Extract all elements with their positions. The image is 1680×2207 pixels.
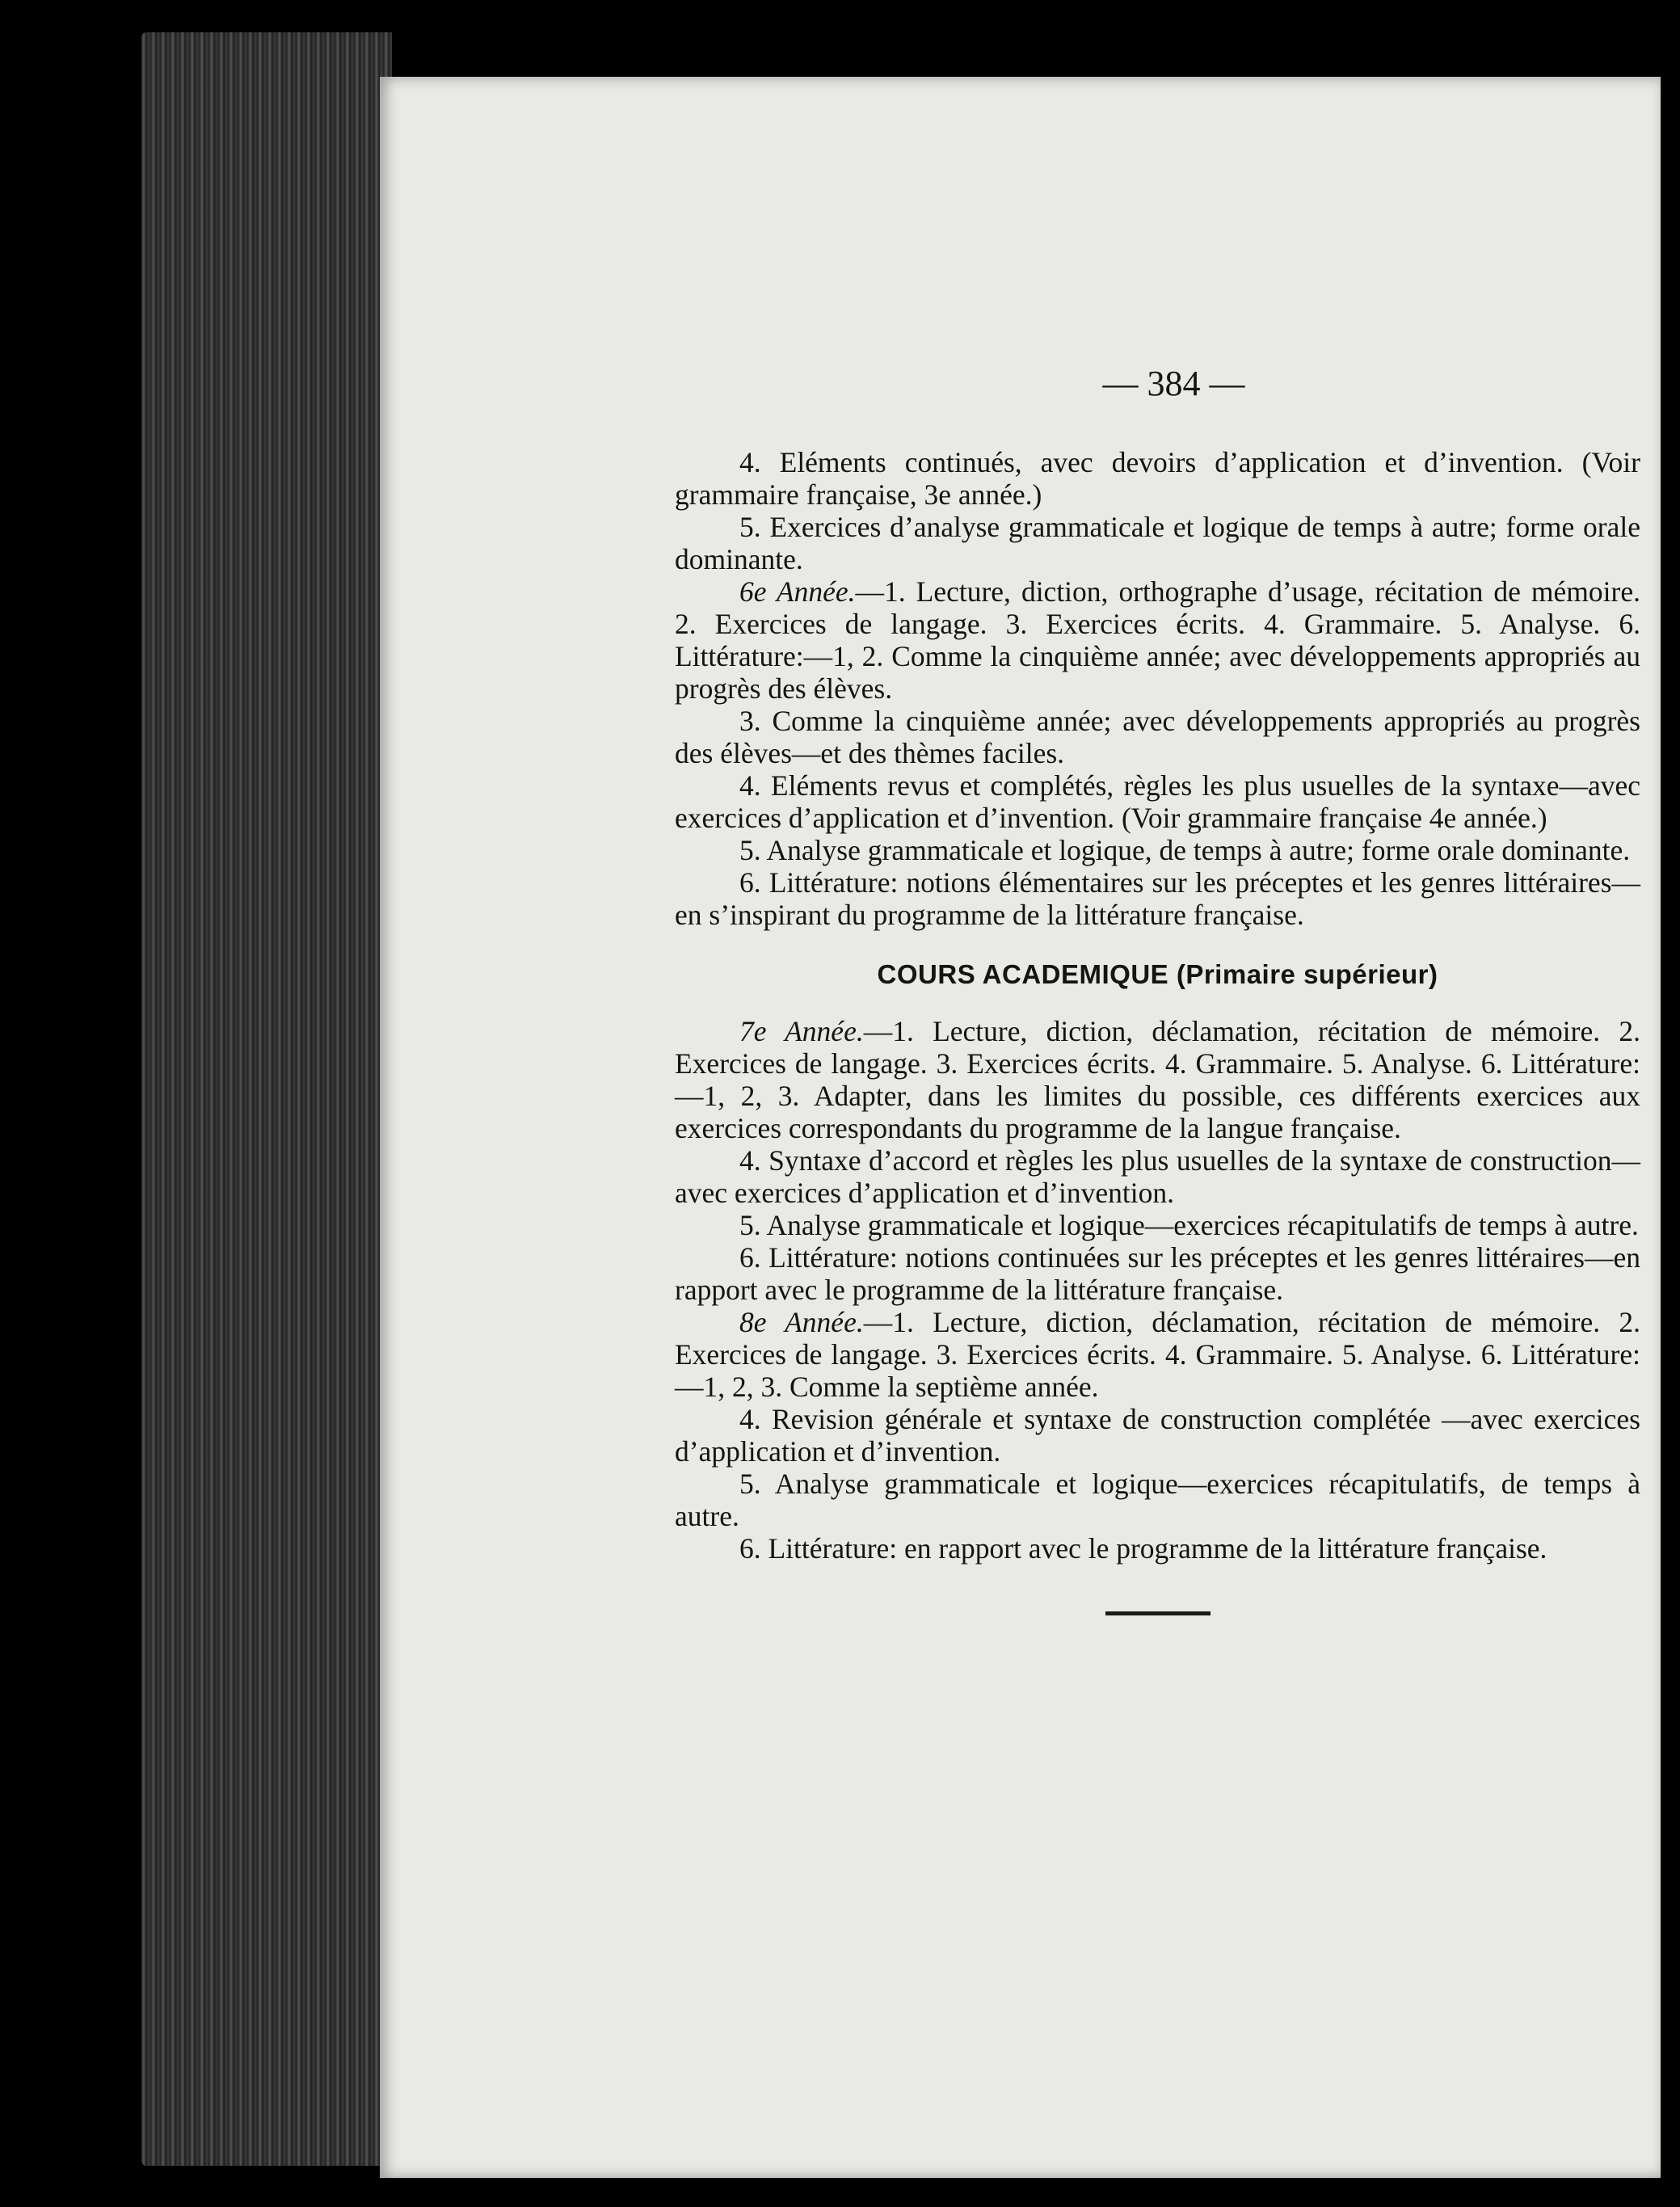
year-7-label: 7e Année. [739,1015,864,1047]
page-number: — 384 — [1102,364,1245,403]
book-page-edges [141,32,392,2166]
paragraph-year7-item-6: 6. Littérature: notions continuées sur les préceptes et les genres littéraires—en rapport avec le programme de la littérature française. [675,1241,1640,1306]
paragraph-year6-item-3: 3. Comme la cinquième année; avec développements appropriés au progrès des élèves—et des thèmes faciles. [675,705,1640,769]
page-sheet [380,77,1661,2178]
section-heading: COURS ACADEMIQUE (Primaire supérieur) [877,959,1438,989]
paragraph-year8-item-6: 6. Littérature: en rapport avec le programme de la littérature française. [739,1532,1547,1565]
paragraph-elements-continued: 4. Eléments continués, avec devoirs d’application et d’invention. (Voir grammaire française, 3e année.) [675,446,1640,511]
year-8-text: —1. Lecture, diction, déclamation, récitation de mémoire. 2. Exercices de langage. 3. Exercices écrits. 4. Grammaire. 5. Analyse. 6. Littérature:—1, 2, 3. Comme la septième année. [675,1306,1640,1403]
year-6-text: —1. Lecture, diction, orthographe d’usage, récitation de mémoire. 2. Exercices de langage. 3. Exercices écrits. 4. Grammaire. 5. Analyse. 6. Littérature:—1, 2. Comme la cinquième année; avec développements appropriés au progrès des élèves. [675,575,1640,705]
year-6-label: 6e Année. [739,575,856,608]
page-text [675,364,1640,1615]
paragraph-year-6 [675,575,1640,705]
paragraph-year-8 [675,1306,1640,1403]
year-8-label: 8e Année. [739,1306,864,1338]
paragraph-year6-item-5: 5. Analyse grammaticale et logique, de temps à autre; forme orale dominante. [739,834,1631,866]
paragraph-year-7 [675,1015,1640,1144]
paragraph-year8-item-4: 4. Revision générale et syntaxe de construction complétée —avec exercices d’application et d’invention. [675,1403,1640,1468]
paragraph-year8-item-5: 5. Analyse grammaticale et logique—exercices récapitulatifs, de temps à autre. [675,1468,1640,1532]
year-7-text: —1. Lecture, diction, déclamation, récitation de mémoire. 2. Exercices de langage. 3. Exercices écrits. 4. Grammaire. 5. Analyse. 6. Littérature:—1, 2, 3. Adapter, dans les limites du possible, ces différents exercices aux exercices correspondants du programme de la langue française. [675,1015,1640,1144]
paragraph-year7-item-5: 5. Analyse grammaticale et logique—exercices récapitulatifs de temps à autre. [739,1209,1639,1241]
paragraph-year6-item-4: 4. Eléments revus et complétés, règles les plus usuelles de la syntaxe—avec exercices d’application et d’invention. (Voir grammaire française 4e année.) [675,769,1640,834]
paragraph-year6-item-6: 6. Littérature: notions élémentaires sur les préceptes et les genres littéraires—en s’inspirant du programme de la littérature française. [675,866,1640,931]
end-rule [1105,1611,1211,1615]
paragraph-analysis-exercises: 5. Exercices d’analyse grammaticale et logique de temps à autre; forme orale dominante. [675,511,1640,575]
paragraph-year7-item-4: 4. Syntaxe d’accord et règles les plus usuelles de la syntaxe de construction—avec exercices d’application et d’invention. [675,1144,1640,1209]
